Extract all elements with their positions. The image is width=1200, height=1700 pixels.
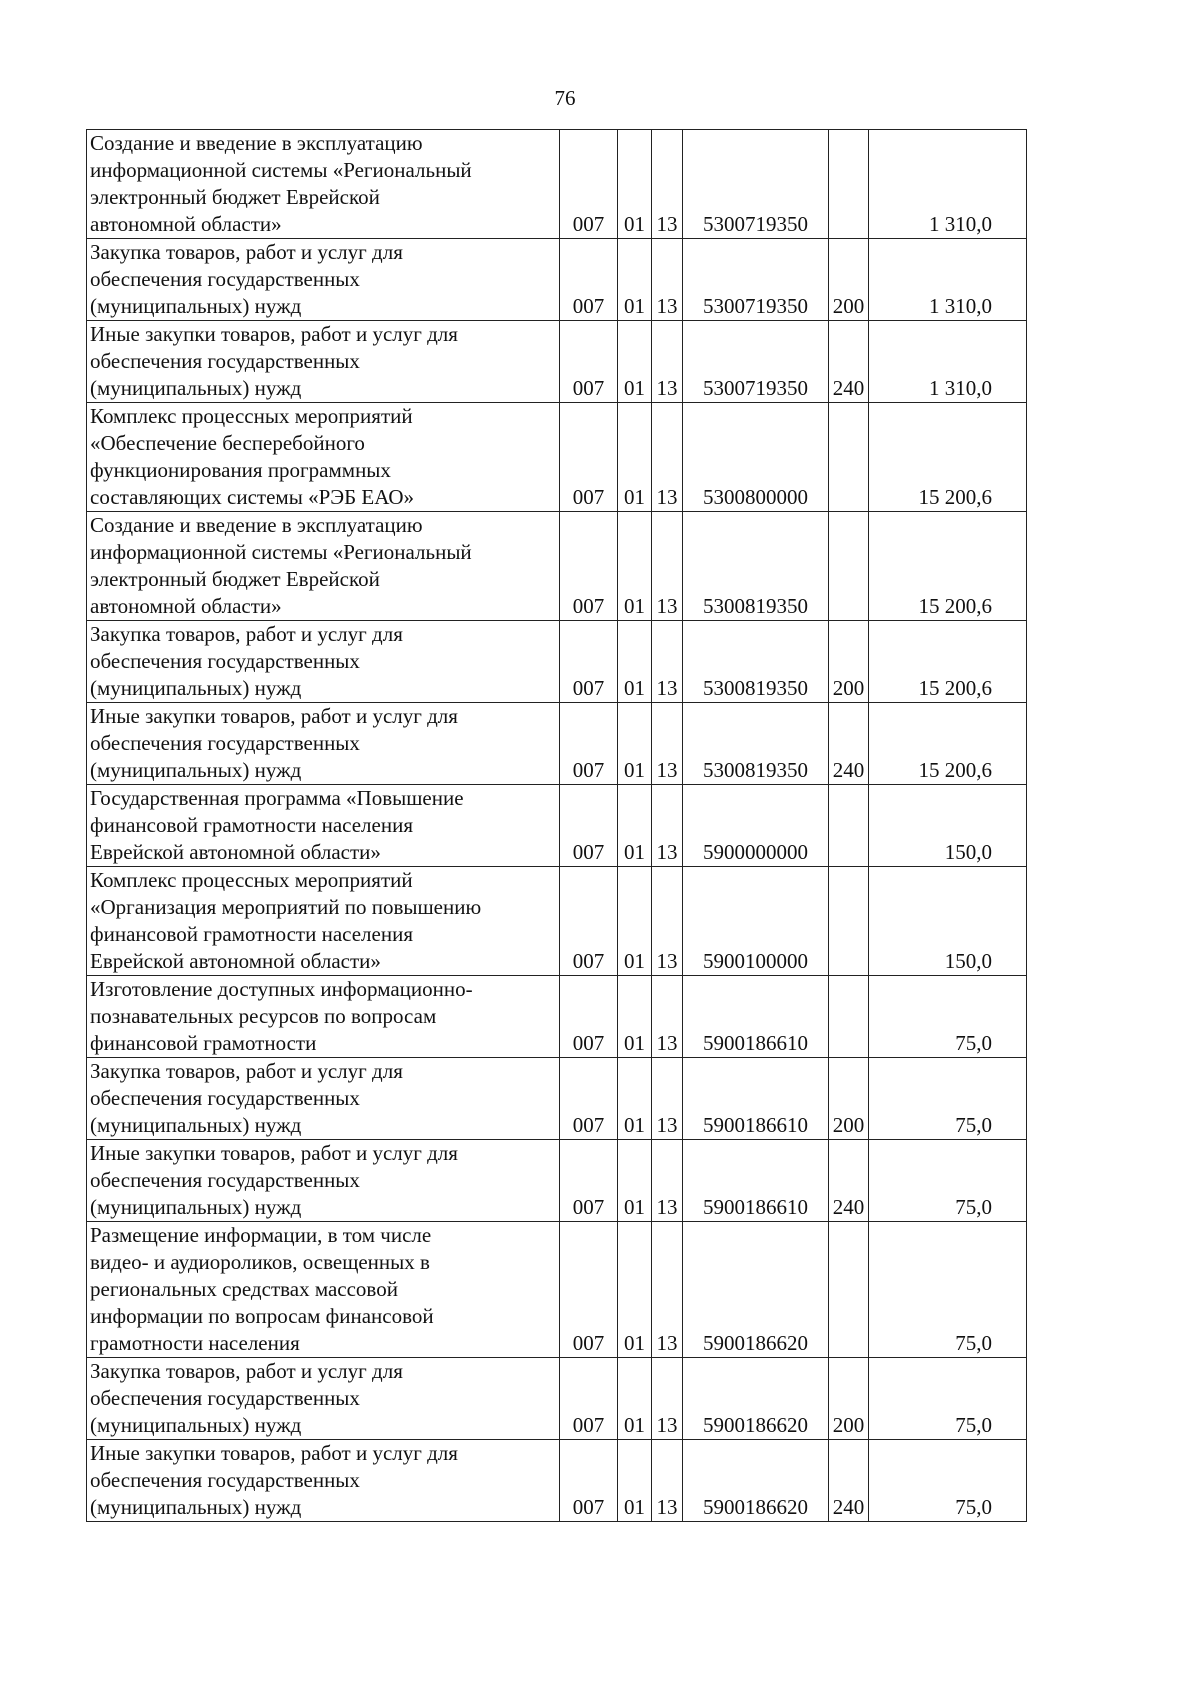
target-article-cell: 5300819350 <box>683 703 829 785</box>
item-name-line: Комплекс процессных мероприятий <box>90 404 413 428</box>
amount-cell: 1 310,0 <box>869 239 1027 321</box>
item-name-cell <box>87 785 560 867</box>
item-name-cell <box>87 403 560 512</box>
item-name-cell <box>87 239 560 321</box>
table-row <box>87 785 1027 867</box>
item-name-line: автономной области» <box>90 212 282 236</box>
item-name-cell <box>87 1440 560 1522</box>
item-name-line: обеспечения государственных <box>90 649 360 673</box>
target-article-cell: 5300819350 <box>683 512 829 621</box>
item-name-cell <box>87 703 560 785</box>
table-row <box>87 1222 1027 1358</box>
item-name-line: обеспечения государственных <box>90 1168 360 1192</box>
table-row <box>87 1358 1027 1440</box>
ministry-code-cell: 007 <box>560 703 618 785</box>
item-name-cell <box>87 1058 560 1140</box>
section-code-cell: 01 <box>618 1358 652 1440</box>
ministry-code-cell: 007 <box>560 403 618 512</box>
item-name-line: (муниципальных) нужд <box>90 1495 302 1519</box>
amount-cell: 75,0 <box>869 1058 1027 1140</box>
item-name-line: Закупка товаров, работ и услуг для <box>90 240 403 264</box>
expense-type-cell <box>829 130 869 239</box>
subsection-code-cell: 13 <box>652 239 683 321</box>
ministry-code-cell: 007 <box>560 867 618 976</box>
item-name-line: «Обеспечение бесперебойного <box>90 431 365 455</box>
item-name-line: финансовой грамотности населения <box>90 922 413 946</box>
subsection-code-cell: 13 <box>652 1058 683 1140</box>
item-name-cell <box>87 512 560 621</box>
expense-type-cell: 240 <box>829 703 869 785</box>
ministry-code-cell: 007 <box>560 785 618 867</box>
section-code-cell: 01 <box>618 1140 652 1222</box>
expense-type-cell: 240 <box>829 1140 869 1222</box>
expense-type-cell <box>829 403 869 512</box>
page-number: 76 <box>554 86 576 110</box>
ministry-code-cell: 007 <box>560 321 618 403</box>
section-code-cell: 01 <box>618 239 652 321</box>
ministry-code-cell: 007 <box>560 512 618 621</box>
item-name-line: Создание и введение в эксплуатацию <box>90 131 423 155</box>
section-code-cell: 01 <box>618 867 652 976</box>
amount-cell: 1 310,0 <box>869 321 1027 403</box>
target-article-cell: 5900186620 <box>683 1440 829 1522</box>
subsection-code-cell: 13 <box>652 321 683 403</box>
section-code-cell: 01 <box>618 976 652 1058</box>
section-code-cell: 01 <box>618 1222 652 1358</box>
subsection-code-cell: 13 <box>652 512 683 621</box>
item-name-line: автономной области» <box>90 594 282 618</box>
expense-type-cell: 200 <box>829 1058 869 1140</box>
amount-cell: 15 200,6 <box>869 703 1027 785</box>
target-article-cell: 5900186620 <box>683 1358 829 1440</box>
table-row <box>87 1440 1027 1522</box>
target-article-cell: 5300719350 <box>683 130 829 239</box>
amount-cell: 15 200,6 <box>869 403 1027 512</box>
item-name-line: Иные закупки товаров, работ и услуг для <box>90 1141 458 1165</box>
item-name-line: Еврейской автономной области» <box>90 840 381 864</box>
item-name-line: обеспечения государственных <box>90 1086 360 1110</box>
item-name-line: Размещение информации, в том числе <box>90 1223 432 1247</box>
item-name-line: Государственная программа «Повышение <box>90 786 464 810</box>
item-name-line: финансовой грамотности населения <box>90 813 413 837</box>
subsection-code-cell: 13 <box>652 403 683 512</box>
subsection-code-cell: 13 <box>652 867 683 976</box>
item-name-line: Комплекс процессных мероприятий <box>90 868 413 892</box>
target-article-cell: 5900100000 <box>683 867 829 976</box>
item-name-line: электронный бюджет Еврейской <box>90 567 380 591</box>
item-name-line: региональных средствах массовой <box>90 1277 398 1301</box>
item-name-line: информации по вопросам финансовой <box>90 1304 434 1328</box>
table-row <box>87 703 1027 785</box>
subsection-code-cell: 13 <box>652 976 683 1058</box>
item-name-line: финансовой грамотности <box>90 1031 317 1055</box>
ministry-code-cell: 007 <box>560 976 618 1058</box>
item-name-line: Закупка товаров, работ и услуг для <box>90 1359 403 1383</box>
item-name-line: Иные закупки товаров, работ и услуг для <box>90 322 458 346</box>
item-name-cell <box>87 621 560 703</box>
expense-type-cell: 240 <box>829 1440 869 1522</box>
subsection-code-cell: 13 <box>652 703 683 785</box>
subsection-code-cell: 13 <box>652 1140 683 1222</box>
item-name-line: информационной системы «Региональный <box>90 158 472 182</box>
expense-type-cell: 240 <box>829 321 869 403</box>
item-name-line: грамотности населения <box>90 1331 300 1355</box>
amount-cell: 1 310,0 <box>869 130 1027 239</box>
item-name-line: познавательных ресурсов по вопросам <box>90 1004 437 1028</box>
item-name-cell <box>87 1140 560 1222</box>
section-code-cell: 01 <box>618 512 652 621</box>
amount-cell: 75,0 <box>869 1140 1027 1222</box>
item-name-cell <box>87 1358 560 1440</box>
amount-cell: 75,0 <box>869 976 1027 1058</box>
item-name-line: электронный бюджет Еврейской <box>90 185 380 209</box>
item-name-line: Еврейской автономной области» <box>90 949 381 973</box>
expense-type-cell <box>829 976 869 1058</box>
table-body <box>87 130 1027 1522</box>
section-code-cell: 01 <box>618 1440 652 1522</box>
expense-type-cell <box>829 785 869 867</box>
item-name-line: Закупка товаров, работ и услуг для <box>90 1059 403 1083</box>
item-name-line: составляющих системы «РЭБ ЕАО» <box>90 485 415 509</box>
item-name-cell <box>87 130 560 239</box>
expense-type-cell: 200 <box>829 621 869 703</box>
ministry-code-cell: 007 <box>560 1222 618 1358</box>
item-name-line: обеспечения государственных <box>90 731 360 755</box>
item-name-line: (муниципальных) нужд <box>90 1195 302 1219</box>
ministry-code-cell: 007 <box>560 130 618 239</box>
item-name-line: обеспечения государственных <box>90 267 360 291</box>
amount-cell: 75,0 <box>869 1440 1027 1522</box>
item-name-line: обеспечения государственных <box>90 1386 360 1410</box>
table-row <box>87 1058 1027 1140</box>
amount-cell: 150,0 <box>869 867 1027 976</box>
amount-cell: 75,0 <box>869 1222 1027 1358</box>
ministry-code-cell: 007 <box>560 1440 618 1522</box>
target-article-cell: 5900186610 <box>683 1058 829 1140</box>
expense-type-cell <box>829 512 869 621</box>
item-name-line: (муниципальных) нужд <box>90 1113 302 1137</box>
section-code-cell: 01 <box>618 1058 652 1140</box>
subsection-code-cell: 13 <box>652 1440 683 1522</box>
section-code-cell: 01 <box>618 321 652 403</box>
expense-type-cell: 200 <box>829 239 869 321</box>
section-code-cell: 01 <box>618 621 652 703</box>
target-article-cell: 5300719350 <box>683 321 829 403</box>
amount-cell: 15 200,6 <box>869 512 1027 621</box>
item-name-cell <box>87 321 560 403</box>
expense-type-cell <box>829 1222 869 1358</box>
target-article-cell: 5900186620 <box>683 1222 829 1358</box>
table-row <box>87 621 1027 703</box>
target-article-cell: 5900186610 <box>683 1140 829 1222</box>
ministry-code-cell: 007 <box>560 239 618 321</box>
section-code-cell: 01 <box>618 703 652 785</box>
table-row <box>87 867 1027 976</box>
item-name-cell <box>87 1222 560 1358</box>
ministry-code-cell: 007 <box>560 1358 618 1440</box>
item-name-line: обеспечения государственных <box>90 349 360 373</box>
item-name-cell <box>87 976 560 1058</box>
expense-type-cell <box>829 867 869 976</box>
table-row <box>87 239 1027 321</box>
item-name-line: информационной системы «Региональный <box>90 540 472 564</box>
item-name-line: Иные закупки товаров, работ и услуг для <box>90 1441 458 1465</box>
amount-cell: 75,0 <box>869 1358 1027 1440</box>
item-name-line: видео- и аудиороликов, освещенных в <box>90 1250 430 1274</box>
item-name-line: Создание и введение в эксплуатацию <box>90 513 423 537</box>
item-name-line: (муниципальных) нужд <box>90 676 302 700</box>
table-row <box>87 321 1027 403</box>
item-name-line: (муниципальных) нужд <box>90 758 302 782</box>
subsection-code-cell: 13 <box>652 130 683 239</box>
item-name-line: Иные закупки товаров, работ и услуг для <box>90 704 458 728</box>
table-row <box>87 1140 1027 1222</box>
section-code-cell: 01 <box>618 403 652 512</box>
budget-table <box>86 129 1027 1522</box>
subsection-code-cell: 13 <box>652 1222 683 1358</box>
ministry-code-cell: 007 <box>560 1058 618 1140</box>
subsection-code-cell: 13 <box>652 621 683 703</box>
ministry-code-cell: 007 <box>560 621 618 703</box>
target-article-cell: 5900186610 <box>683 976 829 1058</box>
table-row <box>87 512 1027 621</box>
table-row <box>87 130 1027 239</box>
subsection-code-cell: 13 <box>652 1358 683 1440</box>
target-article-cell: 5300800000 <box>683 403 829 512</box>
item-name-line: Закупка товаров, работ и услуг для <box>90 622 403 646</box>
table-row <box>87 403 1027 512</box>
ministry-code-cell: 007 <box>560 1140 618 1222</box>
table-row <box>87 976 1027 1058</box>
item-name-cell <box>87 867 560 976</box>
item-name-line: (муниципальных) нужд <box>90 1413 302 1437</box>
amount-cell: 150,0 <box>869 785 1027 867</box>
expense-type-cell: 200 <box>829 1358 869 1440</box>
section-code-cell: 01 <box>618 130 652 239</box>
target-article-cell: 5900000000 <box>683 785 829 867</box>
subsection-code-cell: 13 <box>652 785 683 867</box>
target-article-cell: 5300819350 <box>683 621 829 703</box>
item-name-line: обеспечения государственных <box>90 1468 360 1492</box>
section-code-cell: 01 <box>618 785 652 867</box>
target-article-cell: 5300719350 <box>683 239 829 321</box>
amount-cell: 15 200,6 <box>869 621 1027 703</box>
item-name-line: Изготовление доступных информационно- <box>90 977 473 1001</box>
item-name-line: (муниципальных) нужд <box>90 294 302 318</box>
item-name-line: «Организация мероприятий по повышению <box>90 895 482 919</box>
item-name-line: (муниципальных) нужд <box>90 376 302 400</box>
item-name-line: функционирования программных <box>90 458 391 482</box>
